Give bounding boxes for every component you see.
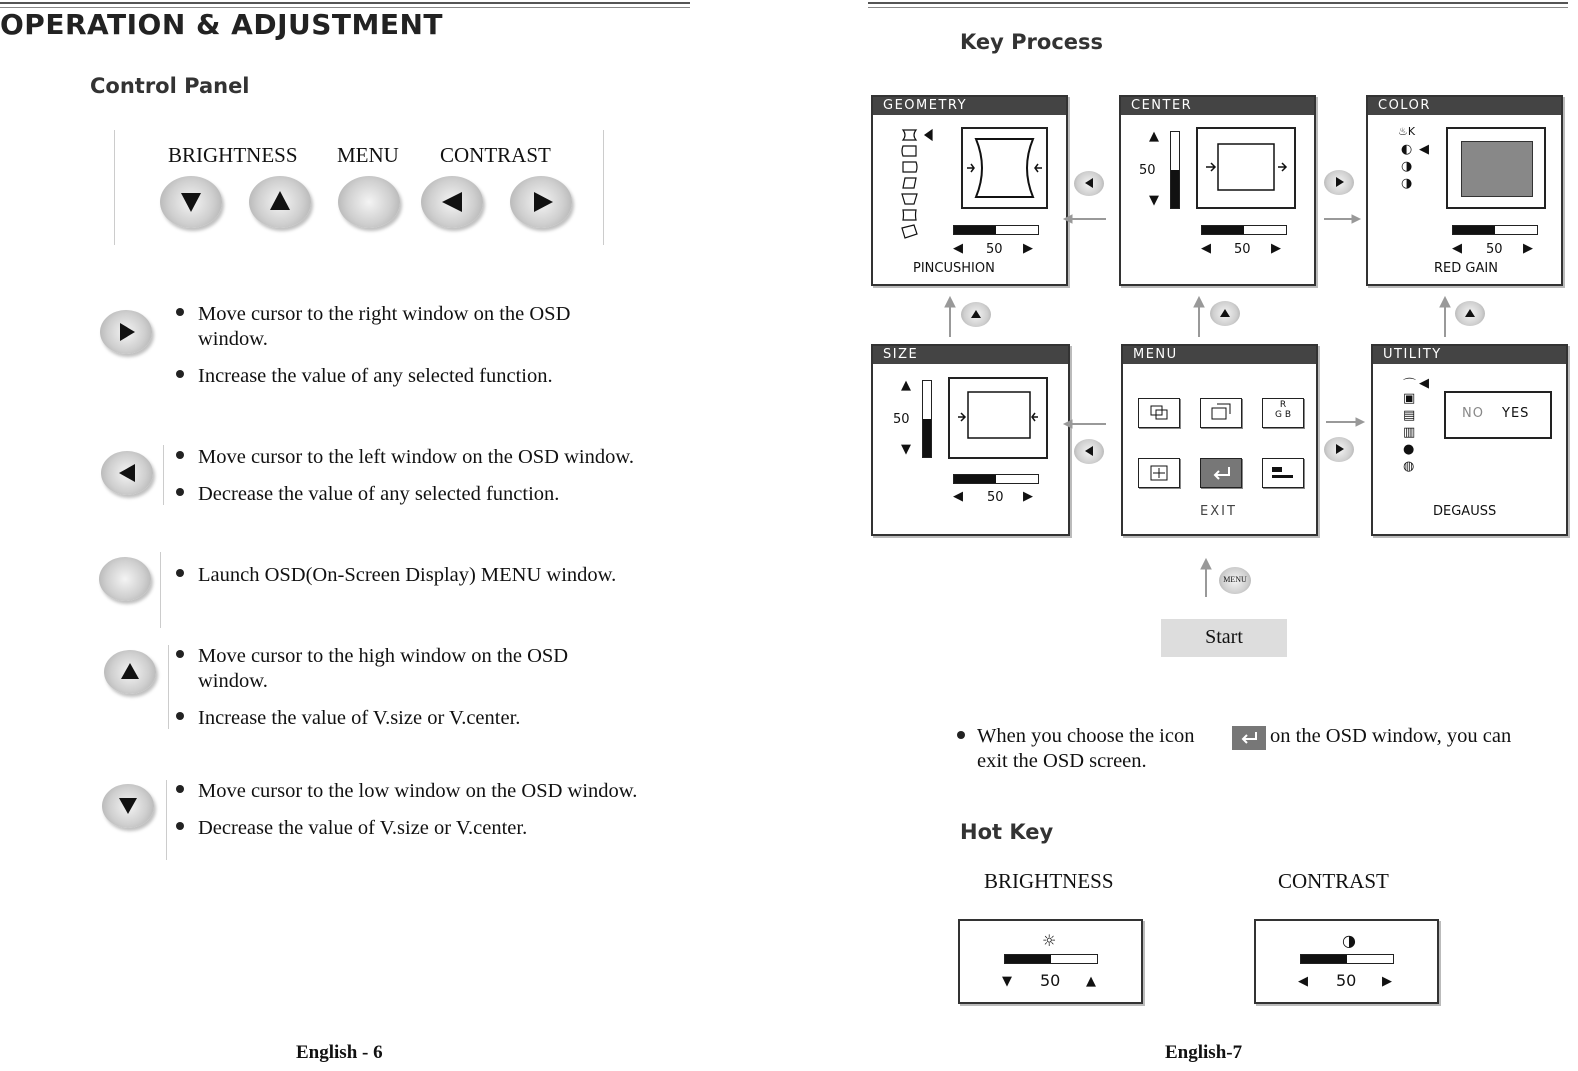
osd-title: COLOR <box>1368 97 1561 115</box>
exit-note-part2: on the OSD window, you can <box>1270 725 1512 747</box>
desc-up-line1: Move cursor to the high window on the OSD <box>198 645 569 667</box>
bullet-dot <box>176 569 184 577</box>
bullet-dot <box>176 822 184 830</box>
size-minus-icon: ◀ <box>953 489 963 504</box>
desc-divider <box>168 645 169 729</box>
up-key-icon <box>1210 301 1240 326</box>
bullet-dot <box>176 712 184 720</box>
utility-recall-icon: ▣ <box>1403 391 1416 406</box>
right-arrow-icon <box>100 310 152 354</box>
geometry-value: 50 <box>986 242 1003 257</box>
geometry-caption: PINCUSHION <box>913 261 995 276</box>
utility-wave-icon: ▥ <box>1403 425 1416 440</box>
bullet-dot <box>957 731 965 739</box>
panel-left-edge <box>114 130 115 245</box>
osd-title: UTILITY <box>1373 346 1566 364</box>
panel-label-menu: MENU <box>337 143 399 167</box>
utility-moire-icon: ▤ <box>1403 408 1416 423</box>
osd-title: MENU <box>1123 346 1316 364</box>
bullet-dot <box>176 785 184 793</box>
panel-down-button[interactable] <box>160 176 222 228</box>
color-preview <box>1446 127 1546 209</box>
bullet-dot <box>176 488 184 496</box>
osd-color-window <box>1366 95 1563 286</box>
contrast-value: 50 <box>1336 971 1357 990</box>
exit-note-line2: exit the OSD screen. <box>977 750 1147 772</box>
desc-menu-button[interactable] <box>99 557 151 601</box>
pincushion-icon <box>963 129 1046 207</box>
green-gain-icon: ◑ <box>1401 159 1413 174</box>
bullet-dot <box>176 451 184 459</box>
menu-exit-label: EXIT <box>1200 504 1237 519</box>
hot-key-heading: Hot Key <box>960 820 1054 844</box>
page-title: OPERATION & ADJUSTMENT <box>0 8 444 41</box>
geometry-plus-icon: ▶ <box>1023 241 1033 256</box>
brightness-value: 50 <box>1040 971 1061 990</box>
right-arrow-icon <box>510 176 572 228</box>
panel-label-brightness: BRIGHTNESS <box>168 143 298 167</box>
contrast-down-icon: ◀ <box>1298 974 1308 989</box>
start-label <box>1161 619 1287 657</box>
geometry-slider <box>953 225 1039 235</box>
utility-caption: DEGAUSS <box>1433 504 1497 519</box>
desc-down-line1: Move cursor to the low window on the OSD window. <box>198 780 638 802</box>
footer-left: English - 6 <box>296 1042 383 1063</box>
color-k-label: K <box>1407 125 1416 138</box>
size-value: 50 <box>987 490 1004 505</box>
panel-left-button[interactable] <box>421 176 483 228</box>
menu-rgb-g: G <box>1274 410 1282 420</box>
bullet-dot <box>176 650 184 658</box>
down-arrow-icon <box>160 176 222 228</box>
color-value: 50 <box>1486 242 1503 257</box>
center-up-icon: ▲ <box>1149 129 1159 144</box>
desc-right-line1: Move cursor to the right window on the OSD <box>198 303 571 325</box>
desc-down-button[interactable] <box>102 784 154 828</box>
start-text: Start <box>1205 626 1243 648</box>
geometry-preview <box>961 127 1048 209</box>
menu-key-icon <box>1219 567 1251 594</box>
top-rule-left <box>0 2 690 4</box>
brightness-slider <box>1004 954 1098 964</box>
size-vslider <box>922 380 932 458</box>
key-process-heading: Key Process <box>960 30 1104 54</box>
vertical-arrows <box>940 295 1500 605</box>
desc-down-line2: Decrease the value of V.size or V.center. <box>198 817 528 839</box>
selection-arrow-icon: ◀ <box>1419 376 1429 391</box>
blue-gain-icon: ◑ <box>1401 176 1413 191</box>
control-panel-heading: Control Panel <box>90 74 250 98</box>
utility-degauss-icon: ● <box>1403 442 1415 457</box>
desc-left-line1: Move cursor to the left window on the OSD window. <box>198 446 634 468</box>
contrast-slider <box>1300 954 1394 964</box>
geometry-shape-icons <box>898 127 938 242</box>
utility-language-icon: ◍ <box>1403 459 1415 474</box>
red-gain-icon: ◐ <box>1401 142 1413 157</box>
desc-divider <box>160 552 161 628</box>
size-up-icon: ▲ <box>901 378 911 393</box>
geometry-minus-icon: ◀ <box>953 241 963 256</box>
desc-left-line2: Decrease the value of any selected function. <box>198 483 560 505</box>
contrast-up-icon: ▶ <box>1382 974 1392 989</box>
contrast-icon: ◑ <box>1342 931 1356 950</box>
right-key-icon <box>1324 170 1354 195</box>
top-rule-right-thin <box>868 7 1568 8</box>
utility-lock-icon: ⌒ <box>1403 378 1417 393</box>
desc-up-button[interactable] <box>104 650 156 694</box>
center-vvalue: 50 <box>1139 163 1156 178</box>
panel-label-contrast: CONTRAST <box>440 143 551 167</box>
panel-right-button[interactable] <box>510 176 572 228</box>
osd-title: SIZE <box>873 346 1068 364</box>
exit-note-part1: When you choose the icon <box>977 725 1195 747</box>
brightness-hotkey-window <box>958 919 1143 1004</box>
utility-yes-option[interactable]: YES <box>1502 406 1530 421</box>
utility-no-option[interactable]: NO <box>1462 406 1484 421</box>
contrast-hotkey-window <box>1254 919 1439 1004</box>
footer-right: English-7 <box>1165 1042 1243 1063</box>
color-caption: RED GAIN <box>1434 261 1498 276</box>
desc-divider <box>163 445 164 505</box>
top-rule-right <box>868 2 1568 4</box>
color-plus-icon: ▶ <box>1523 241 1533 256</box>
center-minus-icon: ◀ <box>1201 241 1211 256</box>
desc-left-button[interactable] <box>101 451 153 495</box>
sun-icon: ☼ <box>1042 931 1057 950</box>
color-temp-icon: ♨K <box>1398 125 1416 138</box>
size-down-icon: ▼ <box>901 442 911 457</box>
down-arrow-icon <box>102 784 154 828</box>
color-slider <box>1452 225 1538 235</box>
menu-rgb-r: R <box>1279 400 1287 410</box>
osd-geometry-window <box>871 95 1068 286</box>
desc-right-button[interactable] <box>100 310 152 354</box>
left-arrow-icon <box>101 451 153 495</box>
up-arrow-icon <box>249 176 311 228</box>
panel-right-edge <box>603 130 604 245</box>
menu-rgb-b: B <box>1284 410 1292 420</box>
osd-title: CENTER <box>1121 97 1314 115</box>
size-vvalue: 50 <box>893 412 910 427</box>
center-down-icon: ▼ <box>1149 193 1159 208</box>
desc-menu-line1: Launch OSD(On-Screen Display) MENU window. <box>198 564 617 586</box>
desc-divider <box>166 780 167 860</box>
desc-up-line2: window. <box>198 670 268 692</box>
up-key-icon <box>1455 301 1485 326</box>
hot-key-brightness-label: BRIGHTNESS <box>984 869 1114 893</box>
osd-title: GEOMETRY <box>873 97 1066 115</box>
bullet-dot <box>176 308 184 316</box>
desc-right-line3: Increase the value of any selected function. <box>198 365 553 387</box>
up-arrow-icon <box>104 650 156 694</box>
brightness-up-icon: ▲ <box>1086 974 1096 989</box>
center-plus-icon: ▶ <box>1271 241 1281 256</box>
selection-arrow-icon: ◀ <box>1419 142 1429 157</box>
panel-menu-button[interactable] <box>338 176 400 228</box>
left-arrow-icon <box>421 176 483 228</box>
color-minus-icon: ◀ <box>1452 241 1462 256</box>
left-key-icon <box>1074 171 1104 196</box>
brightness-down-icon: ▼ <box>1002 974 1012 989</box>
up-key-icon <box>961 302 991 327</box>
exit-icon <box>1232 726 1266 750</box>
desc-up-line3: Increase the value of V.size or V.center. <box>198 707 521 729</box>
size-plus-icon: ▶ <box>1023 489 1033 504</box>
center-value: 50 <box>1234 242 1251 257</box>
hot-key-contrast-label: CONTRAST <box>1278 869 1389 893</box>
menu-key-label: MENU <box>1223 575 1247 584</box>
panel-up-button[interactable] <box>249 176 311 228</box>
desc-right-line2: window. <box>198 328 268 350</box>
bullet-dot <box>176 370 184 378</box>
